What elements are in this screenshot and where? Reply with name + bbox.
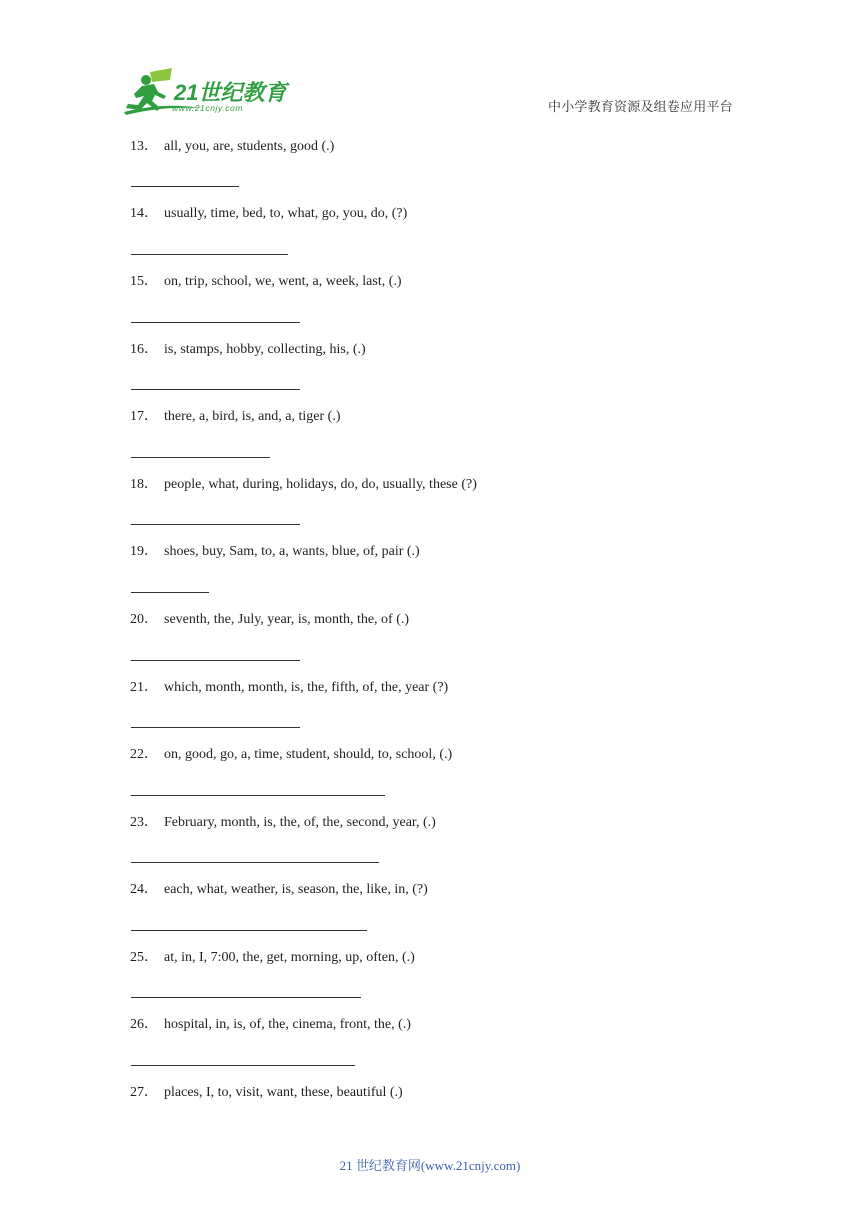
- question-words: all, you, are, students, good (.): [164, 139, 335, 154]
- question-words: usually, time, bed, to, what, go, you, do, (?): [164, 206, 408, 221]
- question-number: 17．: [130, 409, 158, 424]
- question-words: February, month, is, the, of, the, second, year, (.): [164, 815, 436, 830]
- answer-blank[interactable]: [131, 592, 209, 593]
- question-24: [130, 882, 428, 898]
- question-number: 26．: [130, 1017, 158, 1032]
- question-words: seventh, the, July, year, is, month, the, of (.): [164, 612, 410, 627]
- svg-text:www.21cnjy.com: www.21cnjy.com: [172, 103, 244, 113]
- question-17: [130, 409, 341, 425]
- question-number: 22．: [130, 747, 158, 762]
- question-27: [130, 1085, 403, 1101]
- question-number: 21．: [130, 680, 158, 695]
- question-19: [130, 544, 420, 560]
- question-number: 25．: [130, 950, 158, 965]
- platform-tagline: 中小学教育资源及组卷应用平台: [548, 99, 733, 114]
- question-20: [130, 612, 409, 628]
- page-footer: 21 世纪教育网(www.21cnjy.com): [339, 1158, 521, 1173]
- question-22: [130, 747, 452, 763]
- question-words: is, stamps, hobby, collecting, his, (.): [164, 342, 366, 357]
- answer-blank[interactable]: [131, 186, 239, 187]
- svg-text:21世纪教育: 21世纪教育: [174, 80, 287, 105]
- question-words: on, trip, school, we, went, a, week, last, (.): [164, 274, 402, 289]
- question-number: 18．: [130, 477, 158, 492]
- question-words: there, a, bird, is, and, a, tiger (.): [164, 409, 341, 424]
- answer-blank[interactable]: [131, 254, 288, 255]
- answer-blank[interactable]: [131, 660, 300, 661]
- question-words: people, what, during, holidays, do, do, usually, these (?): [164, 477, 477, 492]
- answer-blank[interactable]: [131, 862, 379, 863]
- answer-blank[interactable]: [131, 322, 300, 323]
- question-14: [130, 206, 407, 222]
- answer-blank[interactable]: [131, 524, 300, 525]
- question-number: 14．: [130, 206, 158, 221]
- question-number: 20．: [130, 612, 158, 627]
- question-words: shoes, buy, Sam, to, a, wants, blue, of, pair (.): [164, 544, 420, 559]
- question-number: 27．: [130, 1085, 158, 1100]
- answer-blank[interactable]: [131, 727, 300, 728]
- question-number: 23．: [130, 815, 158, 830]
- answer-blank[interactable]: [131, 1065, 355, 1066]
- answer-blank[interactable]: [131, 389, 300, 390]
- question-number: 16．: [130, 342, 158, 357]
- question-words: places, I, to, visit, want, these, beautiful (.): [164, 1085, 403, 1100]
- question-21: [130, 680, 448, 696]
- answer-blank[interactable]: [131, 795, 385, 796]
- question-number: 24．: [130, 882, 158, 897]
- question-words: on, good, go, a, time, student, should, to, school, (.): [164, 747, 453, 762]
- question-words: each, what, weather, is, season, the, like, in, (?): [164, 882, 428, 897]
- question-15: [130, 274, 402, 290]
- question-23: [130, 815, 436, 831]
- question-number: 15．: [130, 274, 158, 289]
- question-number: 19．: [130, 544, 158, 559]
- answer-blank[interactable]: [131, 457, 270, 458]
- question-words: hospital, in, is, of, the, cinema, front, the, (.): [164, 1017, 411, 1032]
- answer-blank[interactable]: [131, 997, 361, 998]
- question-number: 13．: [130, 139, 158, 154]
- question-words: which, month, month, is, the, fifth, of, the, year (?): [164, 680, 449, 695]
- question-16: [130, 342, 366, 358]
- question-25: [130, 950, 415, 966]
- question-26: [130, 1017, 411, 1033]
- question-18: [130, 477, 477, 493]
- question-13: [130, 139, 334, 155]
- question-words: at, in, I, 7:00, the, get, morning, up, often, (.): [164, 950, 415, 965]
- answer-blank[interactable]: [131, 930, 367, 931]
